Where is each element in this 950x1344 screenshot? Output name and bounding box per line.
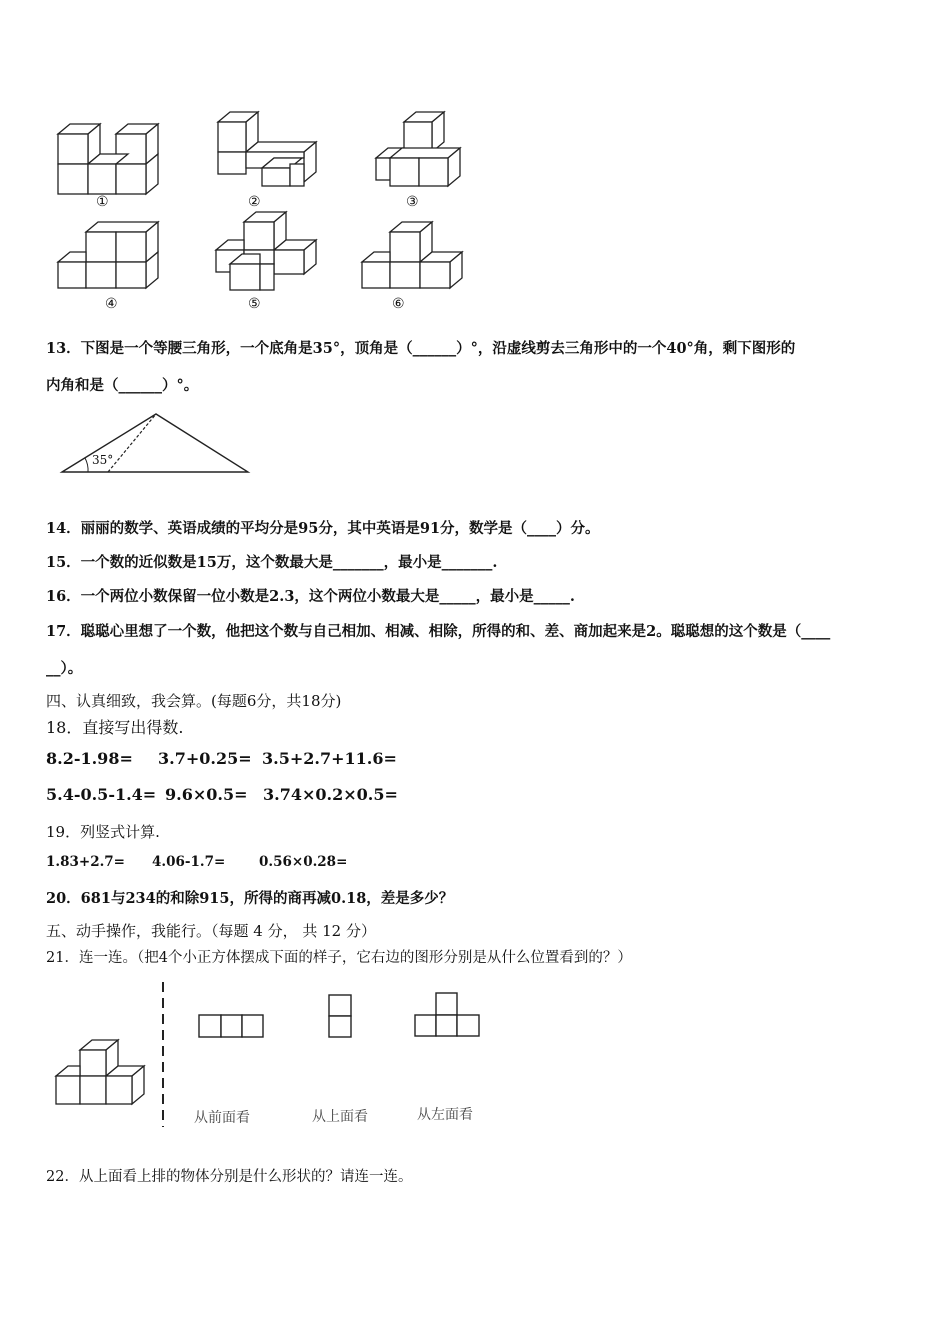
view-label-front: 从前面看 <box>194 1110 250 1126</box>
calc-item: 5.4-0.5-1.4= <box>46 785 157 804</box>
figure-label-4: ④ <box>105 296 118 312</box>
cube-figure-6 <box>358 220 468 290</box>
question-17-line-2: __）。 <box>46 660 83 677</box>
cube-figure-5 <box>212 208 322 290</box>
question-17-line-1: 17．聪聪心里想了一个数，他把这个数与自己相加、相减、相除，所得的和、差、商加起来是2。聪聪想的这个数是（____ <box>46 623 831 640</box>
section-4-heading: 四、认真细致，我会算。(每题6分，共18分) <box>46 692 342 710</box>
cube-figure-4 <box>54 220 164 290</box>
angle-label: 35° <box>92 453 114 467</box>
calc-item: 3.74×0.2×0.5= <box>263 785 398 804</box>
view-label-left: 从左面看 <box>417 1107 473 1123</box>
figure-label-2: ② <box>248 194 261 210</box>
question-21-title: 21．连一连。（把4个小正方体摆成下面的样子，它右边的图形分别是从什么位置看到的？） <box>46 950 632 966</box>
view-front-shape <box>198 1014 268 1040</box>
figure-label-1: ① <box>96 194 109 210</box>
view-left-shape <box>414 992 484 1038</box>
cube-figure-3 <box>372 108 472 193</box>
vertical-calc-item: 1.83+2.7= <box>46 854 125 870</box>
dashed-divider <box>160 982 166 1127</box>
vertical-calc-item: 4.06-1.7= <box>152 854 226 870</box>
cube-stack-figure <box>52 1038 152 1108</box>
question-13-line-2: 内角和是（______）°。 <box>46 377 199 394</box>
cube-figure-2 <box>212 108 332 193</box>
question-14: 14．丽丽的数学、英语成绩的平均分是95分，其中英语是91分，数学是（____）分。 <box>46 520 600 537</box>
figure-label-5: ⑤ <box>248 296 261 312</box>
isosceles-triangle <box>58 410 258 480</box>
question-20: 20．681与234的和除915，所得的商再减0.18，差是多少？ <box>46 890 454 907</box>
question-22: 22．从上面看上排的物体分别是什么形状的？请连一连。 <box>46 1169 413 1185</box>
question-16: 16．一个两位小数保留一位小数是2.3，这个两位小数最大是_____，最小是_____. <box>46 588 575 605</box>
question-19-title: 19．列竖式计算. <box>46 823 160 841</box>
cube-figure-1 <box>50 120 170 195</box>
calc-item: 3.5+2.7+11.6= <box>262 749 397 768</box>
view-label-top: 从上面看 <box>312 1109 368 1125</box>
question-13-line-1: 13．下图是一个等腰三角形，一个底角是35°，顶角是（______）°，沿虚线剪去三角形中的一个40°角，剩下图形的 <box>46 340 796 357</box>
view-top-shape <box>328 994 354 1040</box>
calc-item: 9.6×0.5= <box>165 785 248 804</box>
question-18-title: 18．直接写出得数. <box>46 718 184 737</box>
calc-item: 3.7+0.25= <box>158 749 252 768</box>
section-5-heading: 五、动手操作，我能行。（每题 4 分， 共 12 分） <box>46 922 376 940</box>
question-15: 15．一个数的近似数是15万，这个数最大是_______，最小是_______. <box>46 554 498 571</box>
calc-item: 8.2-1.98= <box>46 749 133 768</box>
figure-label-6: ⑥ <box>392 296 405 312</box>
figure-label-3: ③ <box>406 194 419 210</box>
vertical-calc-item: 0.56×0.28= <box>259 854 348 870</box>
